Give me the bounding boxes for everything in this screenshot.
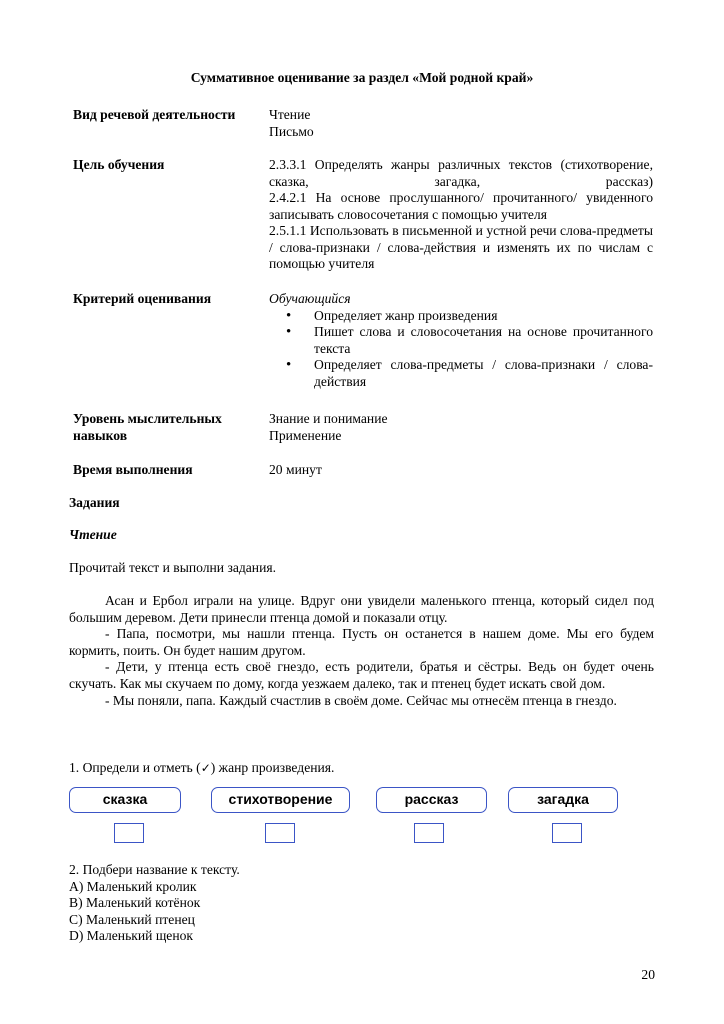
criteria-label: Критерий оценивания — [73, 291, 212, 306]
tasks-heading: Задания — [69, 495, 120, 510]
page-number: 20 — [641, 967, 655, 982]
answer-option[interactable]: A) Маленький кролик — [69, 878, 197, 894]
story-paragraph: Асан и Ербол играли на улице. Вдруг они увидели маленького птенца, который сидел под большим деревом. Дети принесли птенца домой и показали отцу. — [69, 593, 654, 625]
criteria-bullet — [269, 357, 653, 390]
reading-heading: Чтение — [69, 527, 117, 542]
skills-value: Применение — [269, 427, 342, 443]
goal-item: 2.4.2.1 На основе прослушанного/ прочитанного/ увиденного записывать словосочетания с помощью учителя — [269, 190, 653, 222]
question-2 — [69, 862, 240, 945]
genre-checkbox-riddle[interactable] — [552, 823, 582, 843]
goal-label: Цель обучения — [73, 157, 165, 172]
story-paragraph: - Папа, посмотри, мы нашли птенца. Пусть он останется в нашем доме. Мы его будем кормить, поить. Он будет нашим другом. — [69, 626, 654, 658]
goal-item: 2.3.3.1 Определять жанры различных текстов (стихотворение, сказка, загадка, рассказ) — [269, 157, 653, 189]
time-value: 20 минут — [269, 462, 322, 477]
goal-item: 2.5.1.1 Использовать в письменной и устной речи слова-предметы / слова-признаки / слова-действия и изменять их по числам с помощью учителя — [269, 223, 653, 272]
skills-label-line: Уровень мыслительных — [73, 411, 222, 426]
story-paragraph: - Дети, у птенца есть своё гнездо, есть родители, братья и сёстры. Ведь он будет очень скучать. Как мы скучаем по дому, когда уезжаем далеко, так и птенец будет искать свой дом. — [69, 659, 654, 691]
criteria-intro: Обучающийся — [269, 291, 351, 306]
activity-value: Чтение — [269, 107, 311, 122]
story-paragraph: - Мы поняли, папа. Каждый счастлив в своём доме. Сейчас мы отнесём птенца в гнездо. — [105, 692, 617, 708]
answer-option[interactable]: D) Маленький щенок — [69, 928, 194, 944]
time-label: Время выполнения — [73, 462, 193, 477]
answer-option[interactable]: B) Маленький котёнок — [69, 895, 201, 911]
criteria-bullet — [269, 324, 653, 357]
answer-option[interactable]: C) Маленький птенец — [69, 911, 195, 927]
question-1 — [69, 760, 334, 777]
genre-checkbox-story[interactable] — [414, 823, 444, 843]
genre-option-fairy-tale[interactable]: сказка — [69, 787, 181, 813]
skills-label — [73, 411, 222, 444]
skills-label-line: навыков — [73, 427, 128, 443]
criteria-bullet-text: Пишет слова и словосочетания на основе прочитанного текста — [314, 324, 653, 356]
genre-option-story[interactable]: рассказ — [376, 787, 487, 813]
criteria-bullet — [269, 308, 653, 325]
question-1-suffix: ) жанр произведения. — [210, 760, 335, 775]
criteria-bullet-text: Определяет слова-предметы / слова-признаки / слова-действия — [314, 357, 653, 389]
activity-value: Письмо — [269, 123, 314, 139]
criteria-list — [269, 308, 653, 391]
genre-checkbox-poem[interactable] — [265, 823, 295, 843]
activity-values — [269, 107, 653, 140]
criteria-block — [269, 291, 653, 391]
criteria-bullet-text: Определяет жанр произведения — [314, 307, 498, 323]
question-1-prefix: 1. Определи и отметь ( — [69, 760, 201, 775]
story-text — [69, 593, 654, 709]
goal-items — [269, 157, 653, 273]
genre-option-poem[interactable]: стихотворение — [211, 787, 350, 813]
page-title: Суммативное оценивание за раздел «Мой родной край» — [190, 70, 534, 85]
activity-label: Вид речевой деятельности — [73, 107, 236, 122]
instruction: Прочитай текст и выполни задания. — [69, 560, 276, 575]
genre-option-riddle[interactable]: загадка — [508, 787, 618, 813]
skills-value: Знание и понимание — [269, 411, 388, 426]
question-2-text: 2. Подбери название к тексту. — [69, 862, 240, 877]
skills-values — [269, 411, 653, 444]
checkmark-icon: ✓ — [200, 761, 211, 775]
genre-checkbox-fairy-tale[interactable] — [114, 823, 144, 843]
